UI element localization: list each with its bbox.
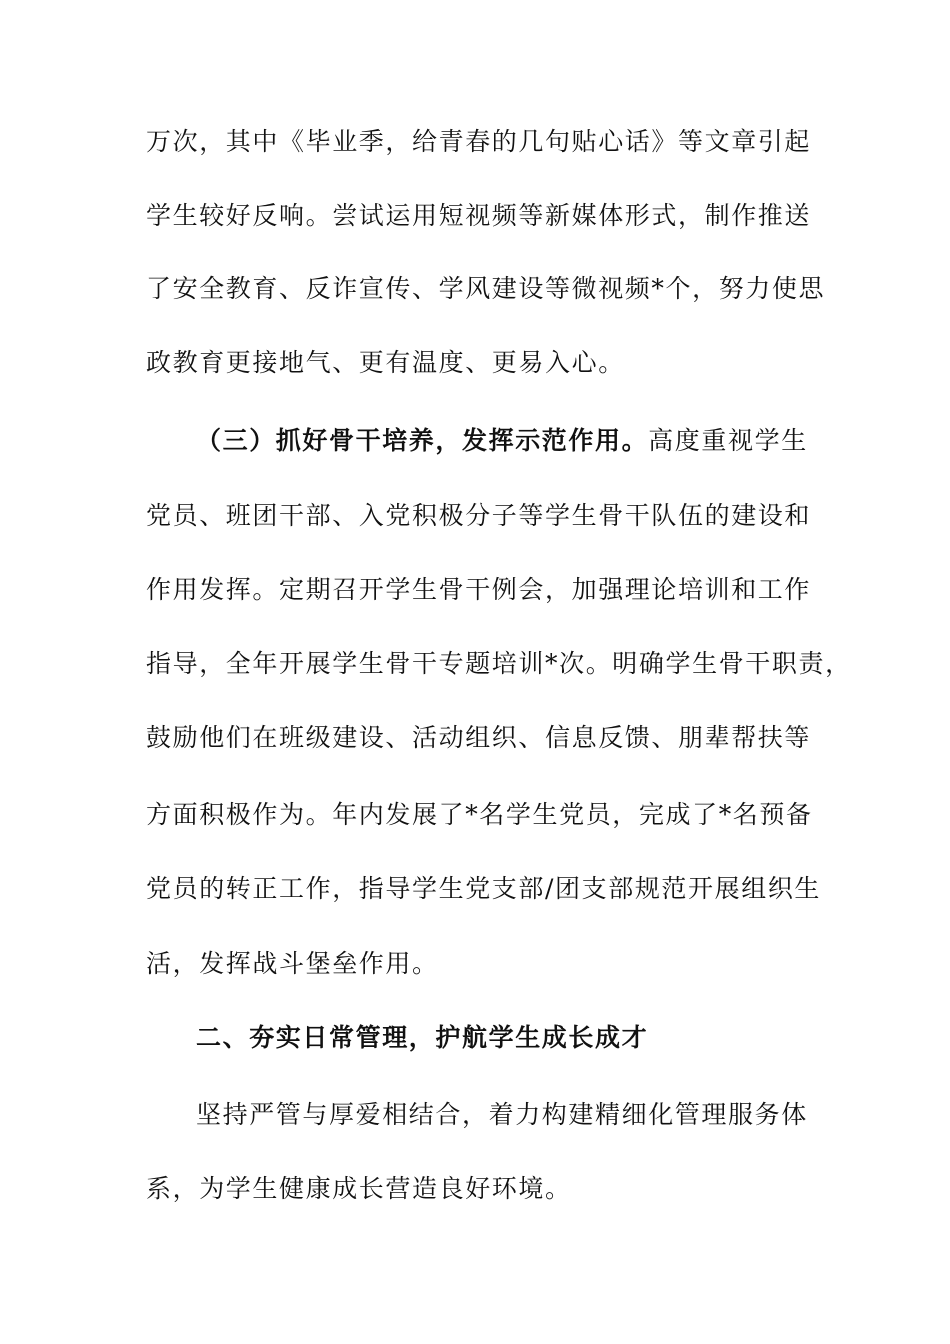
paragraph-line: 了安全教育、反诈宣传、学风建设等微视频*个，努力使思: [146, 274, 826, 303]
paragraph-text: 高度重视学生: [648, 426, 808, 455]
paragraph-line: 方面积极作为。年内发展了*名学生党员，完成了*名预备: [146, 800, 813, 829]
paragraph-line: 指导，全年开展学生骨干专题培训*次。明确学生骨干职责，: [146, 649, 852, 678]
paragraph-line: 政教育更接地气、更有温度、更易入心。: [146, 348, 625, 377]
section-heading: 二、夯实日常管理，护航学生成长成才: [196, 1023, 649, 1052]
paragraph-line: 鼓励他们在班级建设、活动组织、信息反馈、朋辈帮扶等: [146, 723, 812, 752]
paragraph-line: 坚持严管与厚爱相结合，着力构建精细化管理服务体: [196, 1100, 808, 1129]
subsection-paragraph-start: [196, 425, 808, 457]
paragraph-line: 系，为学生健康成长营造良好环境。: [146, 1174, 572, 1203]
paragraph-line: 活，发挥战斗堡垒作用。: [146, 949, 439, 978]
paragraph-line: 万次，其中《毕业季，给青春的几句贴心话》等文章引起: [146, 127, 812, 156]
paragraph-line: 党员的转正工作，指导学生党支部/团支部规范开展组织生: [146, 874, 822, 903]
paragraph-line: 作用发挥。定期召开学生骨干例会，加强理论培训和工作: [146, 575, 812, 604]
paragraph-line: 党员、班团干部、入党积极分子等学生骨干队伍的建设和: [146, 501, 812, 530]
subsection-heading: （三）抓好骨干培养，发挥示范作用。: [196, 426, 649, 455]
paragraph-line: 学生较好反响。尝试运用短视频等新媒体形式，制作推送: [146, 201, 812, 230]
